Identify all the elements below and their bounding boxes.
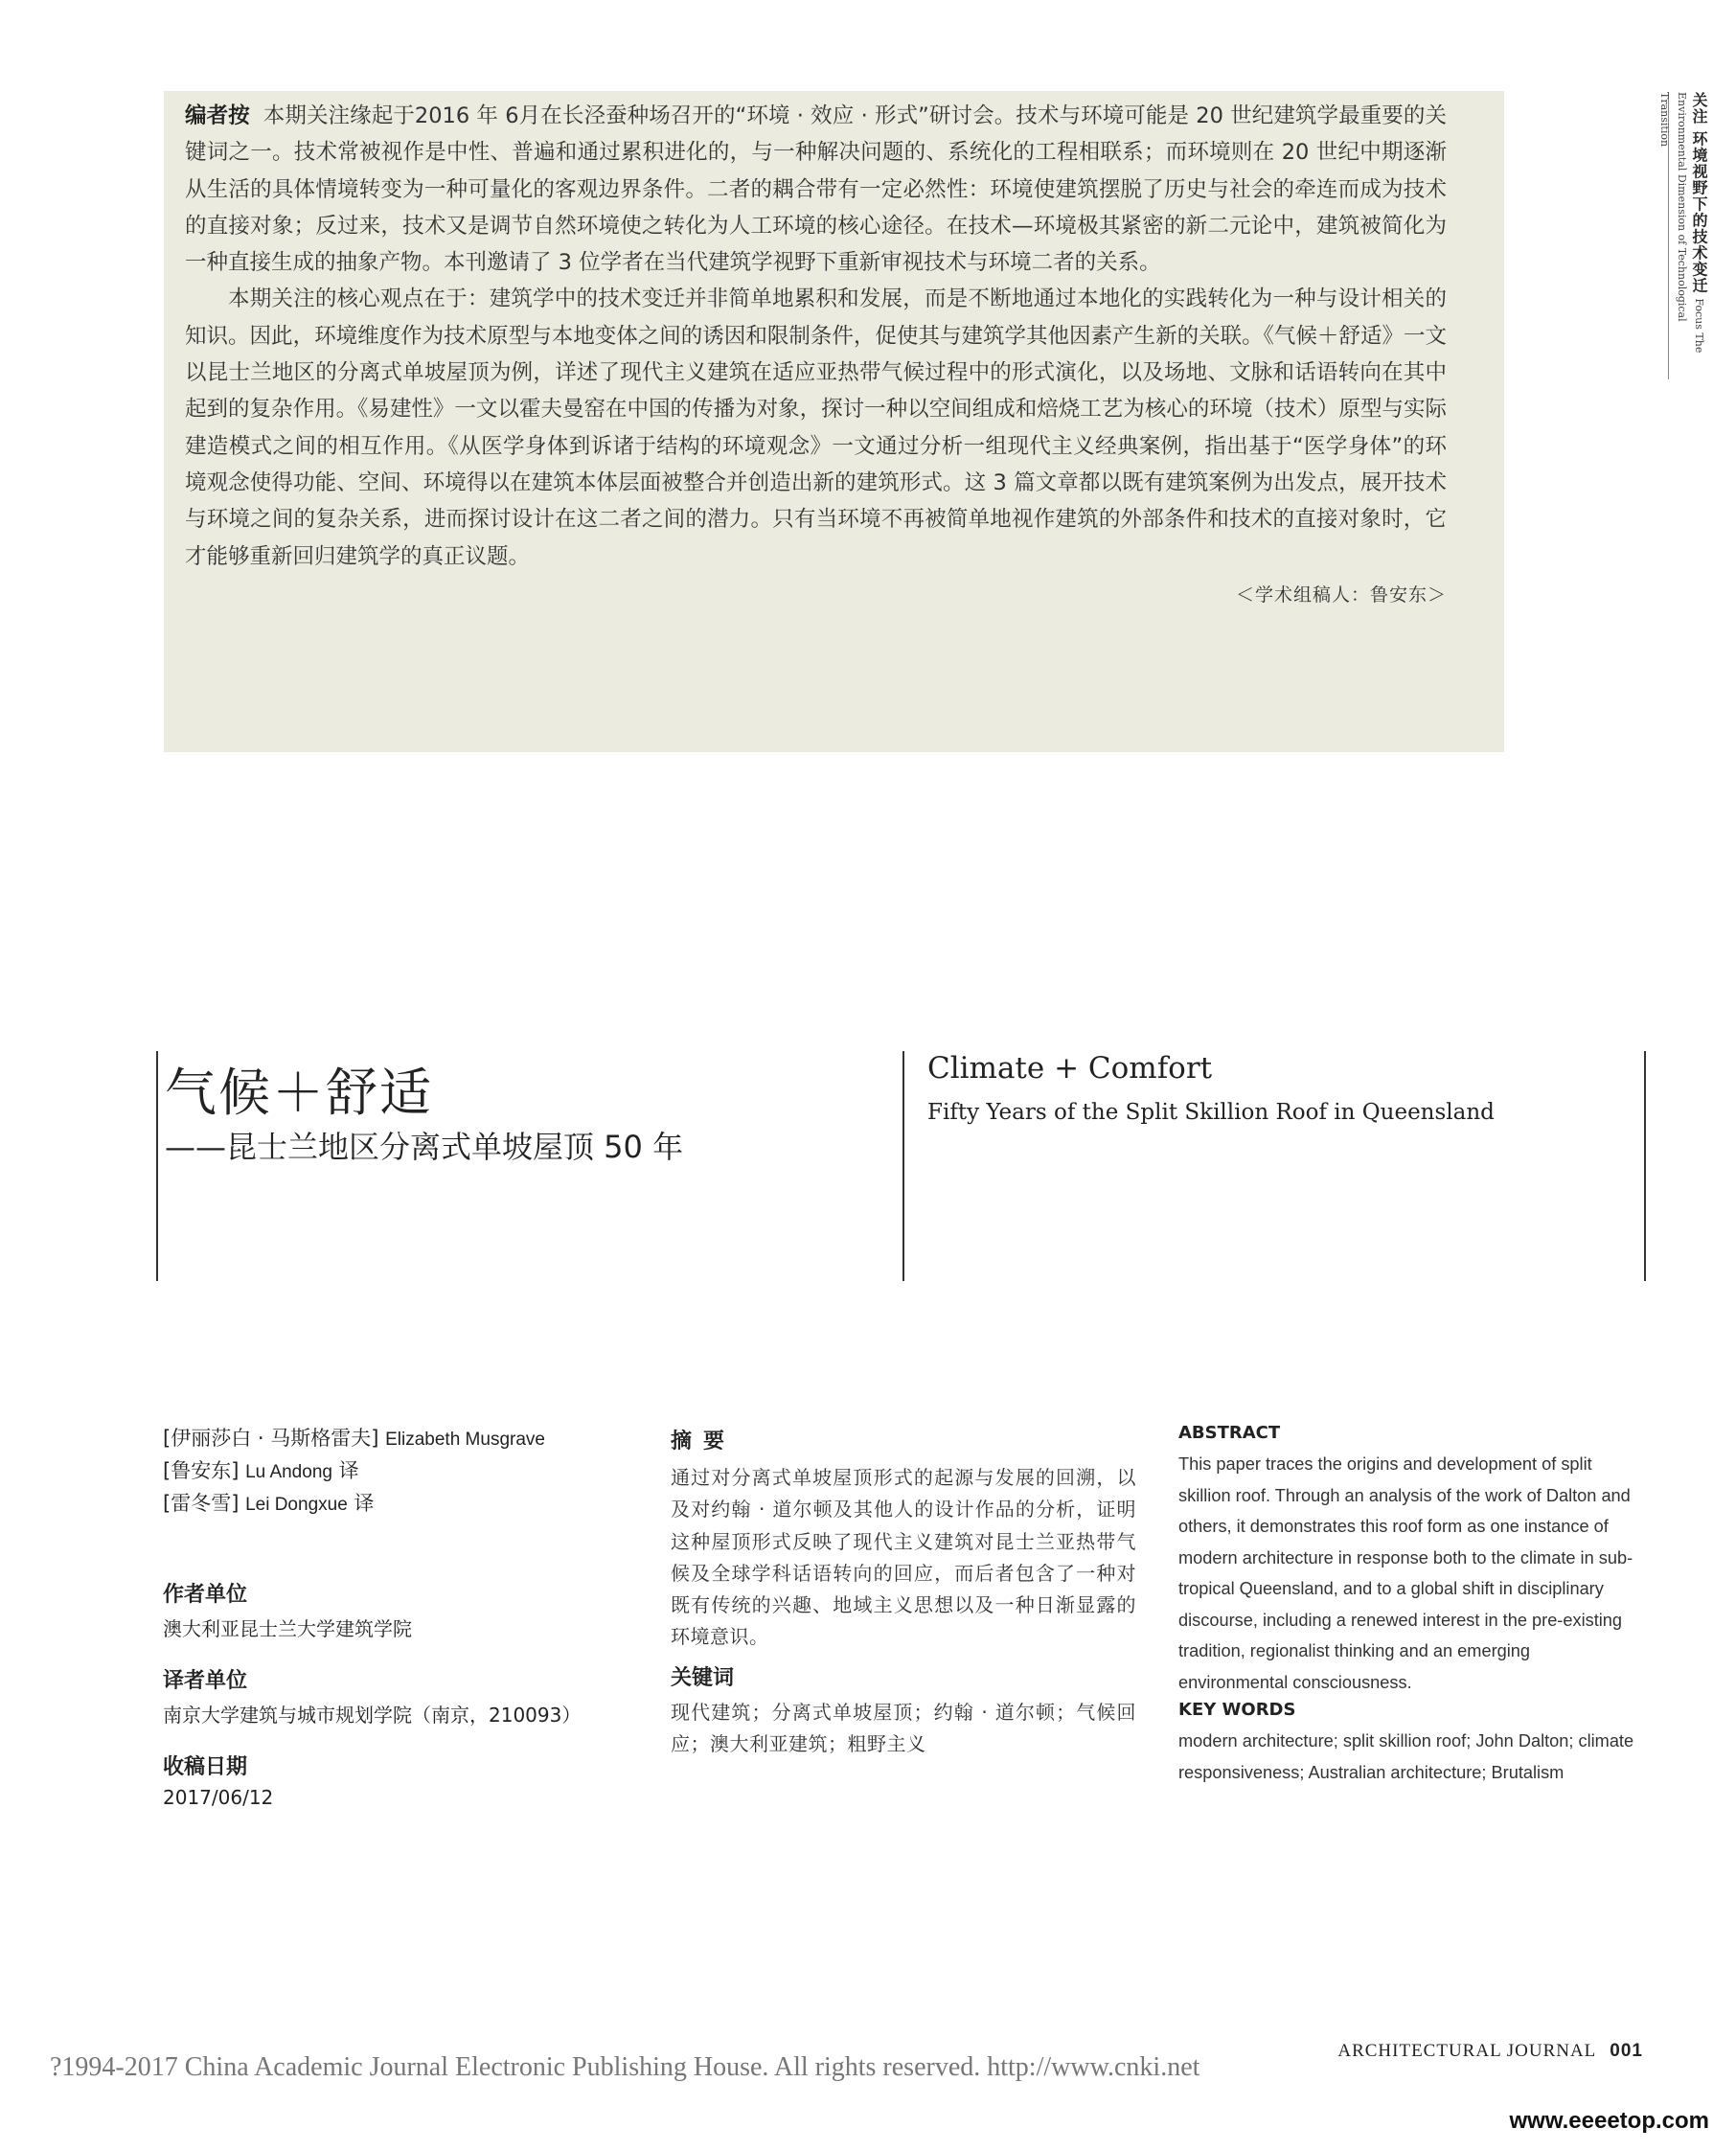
abstract-en-title: ABSTRACT	[1178, 1423, 1281, 1443]
translator-unit-block	[163, 1664, 581, 1728]
translator-name-cn: [雷冬雪]	[163, 1492, 240, 1515]
received-date: 2017/06/12	[163, 1786, 274, 1809]
author-unit: 澳大利亚昆士兰大学建筑学院	[163, 1617, 412, 1640]
abstract-cn	[671, 1425, 1136, 1760]
article-title-cn: 气候＋舒适	[165, 1063, 433, 1123]
abstract-cn-text: 通过对分离式单坡屋顶形式的起源与发展的回溯，以及对约翰 · 道尔顿及其他人的设计作品的分析，证明这种屋顶形式反映了现代主义建筑对昆士兰亚热带气候及全球学科话语转向的回应，而后者包含了一种对既有传统的兴趣、地域主义思想以及一种日渐显露的环境意识。	[671, 1466, 1136, 1649]
article-subtitle-en: Fifty Years of the Split Skillion Roof in Queensland	[927, 1100, 1495, 1125]
title-right-rule	[1644, 1051, 1646, 1281]
translator-unit: 南京大学建筑与城市规划学院（南京，210093）	[163, 1704, 582, 1727]
translator-role: 译	[338, 1459, 359, 1482]
side-tab	[1658, 92, 1708, 379]
author-unit-label: 作者单位	[163, 1583, 248, 1607]
abstract-en-text: This paper traces the origins and development of split skillion roof. Through an analysis of the work of Dalton and others, it demonstrates this roof form as one instance of modern architecture in response both to the climate in sub-tropical Queensland, and to a global shift in disciplinary discourse, including a renewed interest in the pre-existing tradition, regionalist thinking and an emerging environmental consciousness.	[1178, 1454, 1633, 1692]
author-name-en: Elizabeth Musgrave	[385, 1430, 545, 1450]
title-left-rule	[156, 1051, 158, 1281]
abstract-cn-title: 摘要	[671, 1430, 737, 1453]
keywords-cn: 现代建筑；分离式单坡屋顶；约翰 · 道尔顿；气候回应；澳大利亚建筑；粗野主义	[671, 1700, 1136, 1756]
translator-role: 译	[354, 1492, 375, 1515]
title-middle-rule	[902, 1051, 904, 1281]
translator-row	[163, 1455, 545, 1488]
translator-unit-label: 译者单位	[163, 1669, 248, 1693]
journal-name: ARCHITECTURAL JOURNAL	[1337, 2041, 1597, 2061]
abstract-en	[1178, 1423, 1643, 1788]
article-subtitle-cn: ——昆士兰地区分离式单坡屋顶 50 年	[165, 1129, 684, 1165]
received-date-block	[163, 1751, 273, 1809]
translator-name-en: Lu Andong	[245, 1462, 332, 1482]
editor-note-box	[164, 91, 1504, 752]
received-date-label: 收稿日期	[163, 1755, 248, 1779]
journal-footer	[1337, 2041, 1643, 2062]
translator-name-cn: [鲁安东]	[163, 1459, 240, 1482]
editor-note-signature: ＜学术组稿人：鲁安东＞	[1235, 584, 1447, 606]
translator-name-en: Lei Dongxue	[245, 1495, 348, 1515]
editor-note-para-2: 本期关注的核心观点在于：建筑学中的技术变迁并非简单地累积和发展，而是不断地通过本地化的实践转化为一种与设计相关的知识。因此，环境维度作为技术原型与本地变体之间的诱因和限制条件，促使其与建筑学其他因素产生新的关联。《气候＋舒适》一文以昆士兰地区的分离式单坡屋顶为例，详述了现代主义建筑在适应亚热带气候过程中的形式演化，以及场地、文脉和话语转向在其中起到的复杂作用。《易建性》一文以霍夫曼窑在中国的传播为对象，探讨一种以空间组成和焙烧工艺为核心的环境（技术）原型与实际建造模式之间的相互作用。《从医学身体到诉诸于结构的环境观念》一文通过分析一组现代主义经典案例，指出基于“医学身体”的环境观念使得功能、空间、环境得以在建筑本体层面被整合并创造出新的建筑形式。这 3 篇文章都以既有建筑案例为出发点，展开技术与环境之间的复杂关系，进而探讨设计在这二者之间的潜力。只有当环境不再被简单地视作建筑的外部条件和技术的直接对象时，它才能够重新回归建筑学的真正议题。	[185, 286, 1447, 569]
keywords-en: modern architecture; split skillion roof; John Dalton; climate responsiveness; Australian architecture; Brutalism	[1178, 1731, 1634, 1782]
side-tab-en: Focus The Environmental Dimension of Technological Transition	[1658, 92, 1705, 354]
editor-note-para-1: 本期关注缘起于2016 年 6月在长泾蚕种场召开的“环境 · 效应 · 形式”研讨会。技术与环境可能是 20 世纪建筑学最重要的关键词之一。技术常被视作是中性、普遍和通过累积进化的，与一种解决问题的、系统化的工程相联系；而环境则在 20 世纪中期逐渐从生活的具体情境转变为一种可量化的客观边界条件。二者的耦合带有一定必然性：环境使建筑摆脱了历史与社会的牵连而成为技术的直接对象；反过来，技术又是调节自然环境使之转化为人工环境的核心途径。在技术—环境极其紧密的新二元论中，建筑被简化为一种直接生成的抽象产物。本刊邀请了 3 位学者在当代建筑学视野下重新审视技术与环境二者的关系。	[185, 103, 1447, 276]
editor-note-label: 编者按	[185, 103, 250, 128]
author-unit-block	[163, 1578, 412, 1641]
translator-row	[163, 1488, 545, 1521]
page-number: 001	[1610, 2041, 1643, 2061]
editor-note-text	[185, 98, 1447, 575]
author-list	[163, 1423, 545, 1521]
keywords-cn-title: 关键词	[671, 1665, 735, 1690]
copyright-notice: ?1994-2017 China Academic Journal Electronic Publishing House. All rights reserved. http://www.cnki.net	[50, 2052, 1200, 2082]
keywords-en-title: KEY WORDS	[1178, 1700, 1296, 1720]
side-tab-cn: 关注 环境视野下的技术变迁	[1690, 92, 1708, 294]
author-row	[163, 1423, 545, 1455]
site-watermark: www.eeeetop.com	[1509, 2108, 1709, 2134]
author-name-cn: [伊丽莎白 · 马斯格雷夫]	[163, 1427, 379, 1450]
article-title-en: Climate + Comfort	[927, 1051, 1213, 1086]
